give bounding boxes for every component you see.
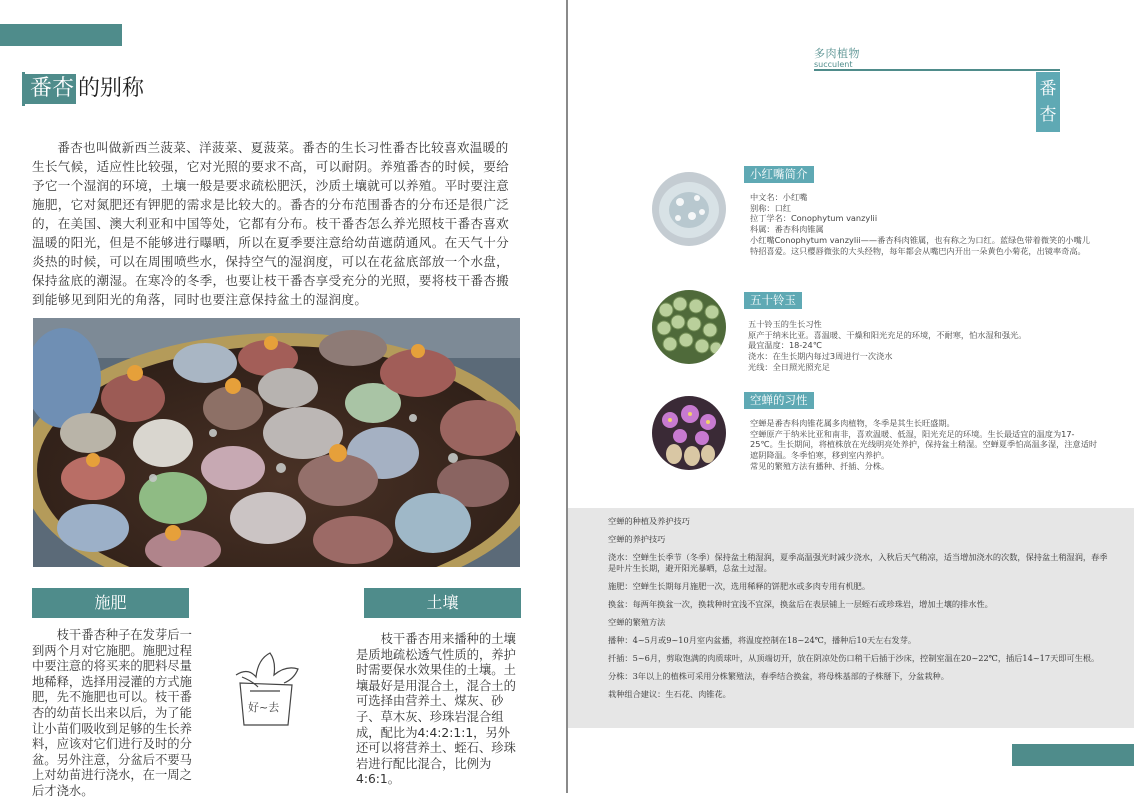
info-line: 原产于纳米比亚。喜温暖、干燥和阳光充足的环境，不耐寒，怕水湿和强光。 — [748, 329, 1027, 340]
fenestraria-info — [748, 319, 1098, 373]
soil-text: 枝干番杏用来播种的土壤是质地疏松透气性质的，养护时需要保水效果佳的土壤。土壤最好是用混合土，混合土的可选择由营养土、煤灰、砂子、草木灰、珍珠岩混合组成，配比为4:4:2:1:1，另外还可以将营养土、蛭石、珍珠岩进行配比混合，比例为4:6:1。 — [356, 632, 516, 787]
corner-decoration-bar — [0, 24, 122, 46]
care-paragraph: 浇水：空蝉生长季节（冬季）保持盆土稍湿润，夏季高温强光时减少浇水，入秋后天气稍凉，适当增加浇水的次数，保持盆土稍湿润，春季是叶片生长期，避开阳光暴晒，总盆土过湿。 — [608, 552, 1108, 573]
info-line: 五十铃玉的生长习性 — [748, 319, 822, 329]
header-rule — [814, 69, 1060, 71]
info-line: 小红嘴Conophytum vanzylii——番杏科肉锥属，也有称之为口红。蓝绿色带着微笑的小嘴儿特招喜爱。这只樱唇微张的大头经物，每年都会从嘴巴内开出一朵黄色小菊花，出镜率奇高。 — [750, 234, 1090, 256]
conophytum-photo — [652, 172, 726, 246]
title-rest: 的别称 — [78, 76, 145, 101]
vertical-tab: 番杏 — [1036, 72, 1060, 132]
fertilize-label: 施肥 — [32, 588, 189, 618]
care-paragraph: 施肥：空蝉生长期每月施肥一次，选用稀释的饼肥水或多肉专用有机肥。 — [608, 581, 871, 591]
fenestraria-photo — [652, 290, 726, 364]
care-tips-text — [608, 516, 1108, 707]
info-line: 拉丁学名：Conophytum vanzylii — [750, 213, 878, 224]
care-paragraph: 播种：4~5月或9~10月室内盆播，将温度控制在18~24℃，播种后10天左右发芽。 — [608, 635, 917, 645]
section-tag-conophytum-habits: 空蝉的习性 — [744, 392, 814, 409]
conophytum-info — [750, 192, 1090, 256]
title-highlight: 番杏 — [22, 74, 76, 104]
info-line: 光线：全日照光照充足 — [748, 361, 830, 372]
header-title: 多肉植物 — [814, 47, 860, 60]
corner-decoration-bar-bottom — [1012, 744, 1134, 766]
info-line: 科属：番杏科肉锥属 — [750, 224, 824, 235]
left-page — [0, 0, 566, 798]
header-subtitle: succulent — [814, 60, 853, 69]
info-line: 最宜温度：18-24℃ — [748, 340, 822, 351]
care-heading: 空蝉的种植及养护技巧 — [608, 516, 690, 526]
potted-plant-sketch — [228, 647, 308, 727]
care-paragraph: 扦插：5~6月，剪取饱满的肉质球叶，从顶端切开，放在阴凉处伤口稍干后插于沙床，控制室温在20~22℃，插后14~17天即可生根。 — [608, 653, 1100, 663]
habits-info — [750, 418, 1102, 472]
soil-label: 土壤 — [364, 588, 521, 618]
info-line: 别称：口红 — [750, 202, 791, 213]
care-paragraph: 换盆：每两年换盆一次，换栽种时宜浅不宜深，换盆后在表层铺上一层蛭石或珍珠岩，增加土壤的排水性。 — [608, 599, 993, 609]
section-tag-conophytum: 小红嘴简介 — [744, 166, 814, 183]
sketch-label: 好~去 — [248, 701, 280, 714]
page-title — [22, 72, 144, 106]
fertilize-text: 枝干番杏种子在发芽后一到两个月对它施肥。施肥过程中要注意的将买来的肥料尽量地稀释，选择用浸灌的方式施肥，先不施肥也可以。枝干番杏的幼苗长出来以后，为了能让小苗们吸收到足够的生长养料，应该对它们进行及时的分盆。另外注意，分盆后不要马上对幼苗进行浇水，在一周之后才浇水。 — [32, 628, 192, 798]
info-line: 浇水：在生长期内每过3周进行一次浇水 — [748, 351, 893, 362]
info-line: 空蝉原产于纳米比亚和南非，喜欢温暖、低湿，阳光充足的环境。生长最适宜的温度为17-25℃。生长期间，将植株放在光线明亮处养护，保持盆土稍湿。空蝉夏季怕高温多湿，注意适时遮阴降温。冬季怕寒，移到室内养护。 — [750, 428, 1098, 461]
care-paragraph: 栽种组合建议：生石花、肉锥花。 — [608, 689, 731, 699]
info-line: 空蝉是番杏科肉锥花属多肉植物，冬季是其生长旺盛期。 — [750, 418, 955, 428]
lithops-pot-photo — [33, 318, 520, 567]
section-tag-fenestraria: 五十铃玉 — [744, 292, 802, 309]
care-subheading: 空蝉的养护技巧 — [608, 534, 666, 544]
conophytum-flower-photo — [652, 396, 726, 470]
info-line: 中文名：小红嘴 — [750, 192, 808, 202]
info-line: 常见的繁殖方法有播种、扦插、分株。 — [750, 460, 890, 471]
care-subheading: 空蝉的繁殖方法 — [608, 617, 666, 627]
care-paragraph: 分株：3年以上的植株可采用分株繁殖法，春季结合换盆，将母株基部的子株掰下，分盆栽种。 — [608, 671, 949, 681]
intro-paragraph: 番杏也叫做新西兰菠菜、洋菠菜、夏菠菜。番杏的生长习性番杏比较喜欢温暖的生长气候，适应性比较强，它对光照的要求不高，可以耐阴。养殖番杏的时候，要给予它一个湿润的环境，土壤一般是要求疏松肥沃，沙质土壤就可以养殖。平时要注意施肥，它对氮肥还有钾肥的需求是比较大的。番杏的分布范围番杏的分布还是很广泛的，在美国、澳大利亚和中国等处，它都有分布。枝干番杏怎么养光照枝干番杏喜欢温暖的阳光，但是不能够进行曝晒，所以在夏季要注意给幼苗遮荫通风。在天气十分炎热的时候，可以在周围喷些水，保持空气的湿润度，可以在花盆底部放一个水盘，保持盆底的潮湿。在寒冷的冬季，也要让枝干番杏享受充分的光照，要将枝干番杏搬到能够见到阳光的角落，同时也要注意保持盆土的湿润度。 — [32, 140, 510, 307]
